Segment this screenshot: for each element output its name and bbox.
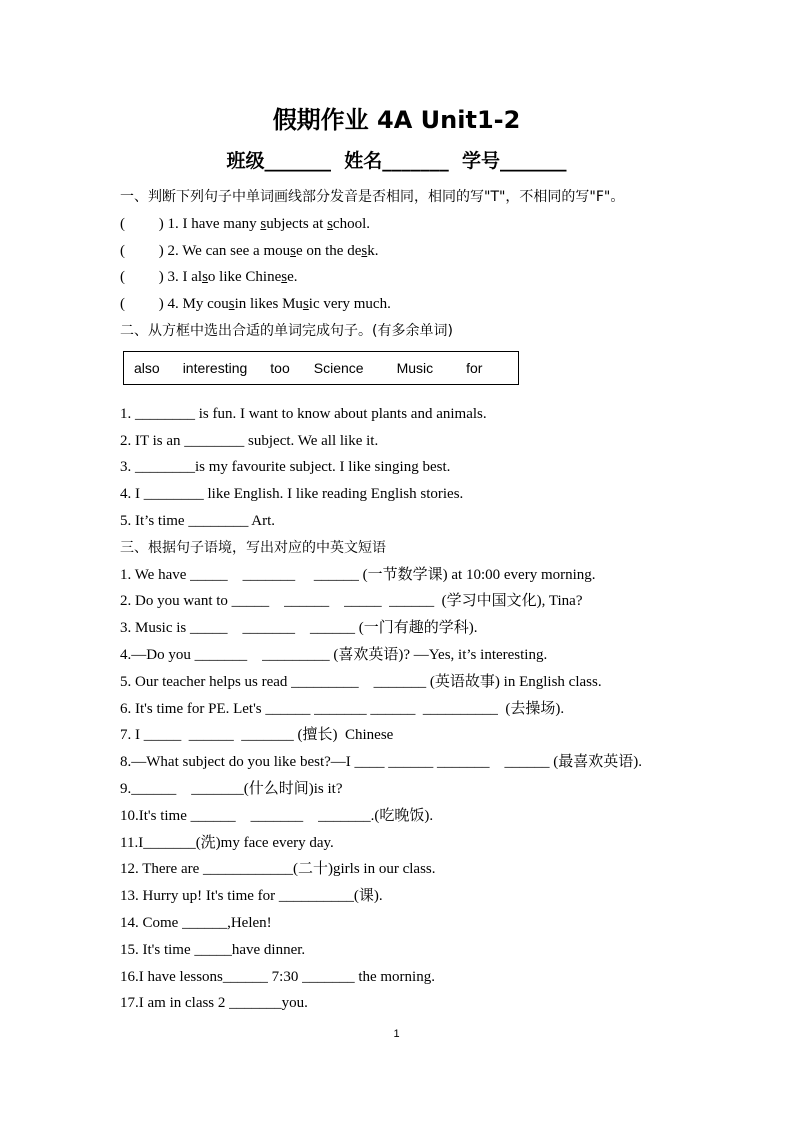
item-text: ubjects at (266, 215, 328, 232)
item-text: ( ) 4. My cou (120, 296, 229, 313)
word-bank-word: also (134, 359, 160, 376)
word-bank-word: interesting (182, 359, 248, 376)
section3-item: 12. There are ____________(二十)girls in our class. (120, 861, 436, 878)
word-bank-word: Science (313, 359, 364, 376)
underlined-letter: s (327, 215, 333, 232)
section3-item: 3. Music is _____ _______ ______ (一门有趣的学科). (120, 620, 478, 637)
underlined-letter: s (202, 269, 208, 286)
section3-item: 13. Hurry up! It's time for __________(课). (120, 888, 383, 905)
underlined-letter: s (281, 269, 288, 286)
section3-item: 8.—What subject do you like best?—I ____ ______ _______ ______ (最喜欢英语). (120, 754, 643, 771)
section1-heading: 一、判断下列句子中单词画线部分发音是否相同，相同的写"T"，不相同的写"F"。 (120, 189, 625, 205)
item-text: in likes Mu (234, 296, 303, 313)
section2-item: 2. IT is an ________ subject. We all like it. (120, 432, 379, 449)
underlined-letter: s (302, 296, 309, 313)
section1-item (120, 291, 680, 318)
item-text: chool. (332, 215, 370, 232)
section3-item: 16.I have lessons______ 7:30 _______ the morning. (120, 968, 435, 985)
word-bank-word: too (270, 359, 290, 376)
item-text: ( ) 3. I al (120, 269, 203, 286)
item-text: e. (287, 269, 298, 286)
section3-item: 10.It's time ______ _______ _______.(吃晚饭). (120, 807, 434, 824)
section1-items (120, 211, 680, 318)
worksheet-content (120, 184, 680, 1017)
underlined-letter: s (361, 242, 368, 259)
item-text: e on the de (295, 242, 362, 259)
section3-item: 14. Come ______,Helen! (120, 914, 272, 931)
section2-heading: 二、从方框中选出合适的单词完成句子。(有多余单词) (120, 322, 453, 339)
item-text: o like Chine (207, 269, 282, 286)
underlined-letter: s (228, 296, 235, 313)
word-bank-word: Music (396, 359, 434, 376)
section2-item: 4. I ________ like English. I like reading English stories. (120, 486, 464, 503)
section2-item: 5. It’s time ________ Art. (120, 512, 275, 529)
section1-item (120, 211, 680, 238)
section1-item (120, 238, 680, 265)
section3-heading: 三、根据句子语境，写出对应的中英文短语 (120, 539, 386, 556)
item-text: ( ) 2. We can see a mou (120, 242, 291, 259)
section3-item: 7. I _____ ______ _______ (擅长) Chinese (120, 727, 394, 744)
word-bank-box (123, 351, 519, 385)
section2-item: 1. ________ is fun. I want to know about plants and animals. (120, 405, 487, 422)
word-bank-word: for (466, 359, 483, 376)
section3-item: 11.I_______(洗)my face every day. (120, 834, 334, 851)
page-title: 假期作业 4A Unit1-2 (272, 106, 521, 134)
underlined-letter: s (290, 242, 296, 259)
section3-item: 9.______ _______(什么时间)is it? (120, 780, 343, 797)
section3-item: 6. It's time for PE. Let's ______ _______ ______ __________ (去操场). (120, 700, 565, 717)
item-text: ic very much. (308, 296, 391, 313)
section3-item: 2. Do you want to _____ ______ _____ ______ (学习中国文化), Tina? (120, 593, 583, 610)
underlined-letter: s (260, 215, 267, 232)
page-number: 1 (393, 1028, 400, 1040)
item-text: k. (367, 242, 379, 259)
section3-item: 4.—Do you _______ _________ (喜欢英语)? —Yes, it’s interesting. (120, 646, 548, 663)
section2-item: 3. ________is my favourite subject. I like singing best. (120, 459, 451, 476)
section3-item: 17.I am in class 2 _______you. (120, 995, 308, 1012)
student-info-line: 班级_______ 姓名_______ 学号_______ (226, 150, 567, 172)
section3-item: 15. It's time _____have dinner. (120, 941, 306, 958)
item-text: ( ) 1. I have many (120, 215, 261, 232)
section1-item (120, 264, 680, 291)
section3-item: 1. We have _____ _______ ______ (一节数学课) at 10:00 every morning. (120, 566, 596, 583)
section3-item: 5. Our teacher helps us read _________ _______ (英语故事) in English class. (120, 673, 602, 690)
